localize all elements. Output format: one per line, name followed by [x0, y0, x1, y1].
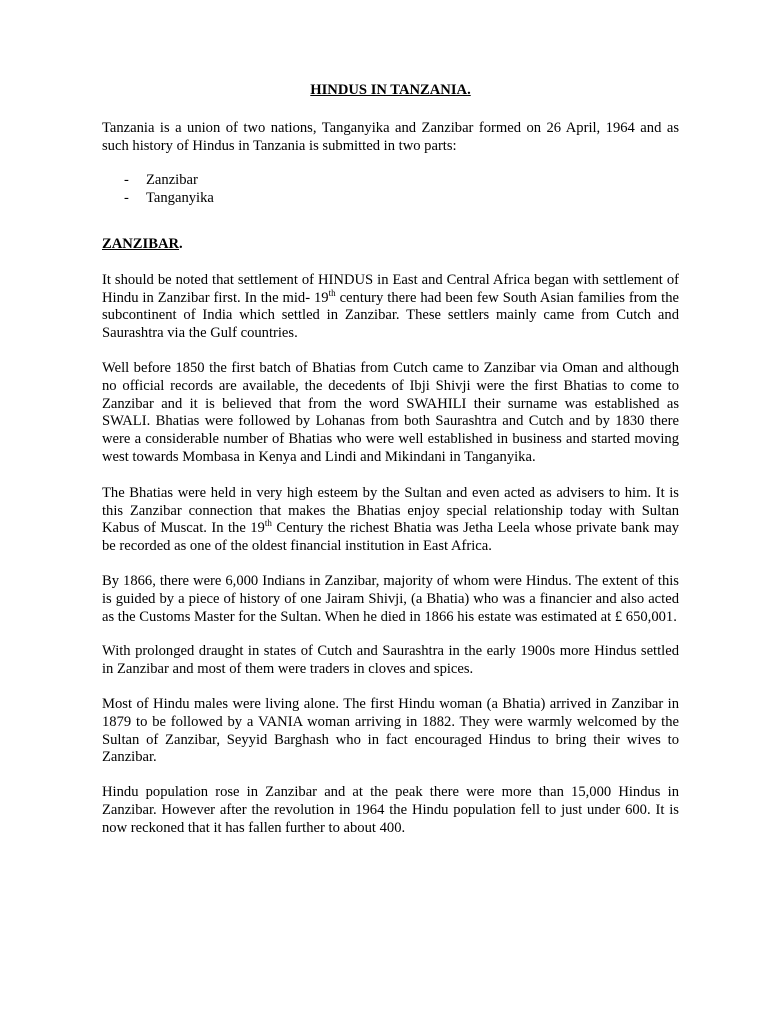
paragraph-hindu-women: Most of Hindu males were living alone. The first Hindu woman (a Bhatia) arrived in Zanzibar in 1879 to be followed by a VANIA woman arriving in 1882. They were warmly welcomed by the Sultan of Zanzibar, Seyyid Barghash who in fact encouraged Hindus to bring their wives to Zanzibar. — [102, 695, 679, 766]
paragraph-settlement: It should be noted that settlement of HINDUS in East and Central Africa began with settlement of Hindu in Zanzibar first. In the mid- 19th century there had been few South Asian families from the subcontinent of India which settled in Zanzibar. These settlers mainly came from Cutch and Saurashtra via the Gulf countries. — [102, 271, 680, 342]
bullet-dash: - — [124, 172, 129, 189]
parts-list — [102, 172, 679, 208]
bullet-dash: - — [124, 190, 129, 207]
list-item — [102, 190, 679, 208]
section-heading-zanzibar: ZANZIBAR. — [102, 235, 183, 252]
intro-paragraph: Tanzania is a union of two nations, Tanganyika and Zanzibar formed on 26 April, 1964 and as such history of Hindus in Tanzania is submitted in two parts: — [102, 119, 679, 154]
paragraph-bhatias-arrival: Well before 1850 the first batch of Bhatias from Cutch came to Zanzibar via Oman and although no official records are available, the decedents of Ibji Shivji were the first Bhatias to come to Zanzibar and it is believed that from the word SWAHILI their surname was established as SWALI. Bhatias were followed by Lohanas from both Saurashtra and Cutch and by 1830 there were a considerable number of Bhatias who were well established in business and started moving west towards Mombasa in Kenya and Lindi and Mikindani in Tanganyika. — [102, 359, 679, 465]
list-item-label: Tanganyika — [146, 190, 214, 207]
document-page — [102, 82, 679, 855]
paragraph-1866-population: By 1866, there were 6,000 Indians in Zanzibar, majority of whom were Hindus. The extent of this is guided by a piece of history of one Jairam Shivji, (a Bhatia) who was a financier and also acted as the Customs Master for the Sultan. When he died in 1866 his estate was estimated at £ 650,001. — [102, 572, 679, 625]
list-item-label: Zanzibar — [146, 172, 198, 189]
paragraph-population-decline: Hindu population rose in Zanzibar and at the peak there were more than 15,000 Hindus in Zanzibar. However after the revolution in 1964 the Hindu population fell to just under 600. It is now reckoned that it has fallen further to about 400. — [102, 784, 679, 836]
paragraph-sultan-esteem: The Bhatias were held in very high esteem by the Sultan and even acted as advisers to him. It is this Zanzibar connection that makes the Bhatias enjoy special relationship today with Sultan Kabus of Muscat. In the 19th Century the richest Bhatia was Jetha Leela whose private bank may be recorded as one of the oldest financial institution in East Africa. — [102, 484, 679, 555]
document-title: HINDUS IN TANZANIA. — [310, 82, 471, 98]
list-item — [102, 172, 679, 190]
paragraph-draught: With prolonged draught in states of Cutch and Saurashtra in the early 1900s more Hindus settled in Zanzibar and most of them were traders in cloves and spices. — [102, 643, 679, 678]
